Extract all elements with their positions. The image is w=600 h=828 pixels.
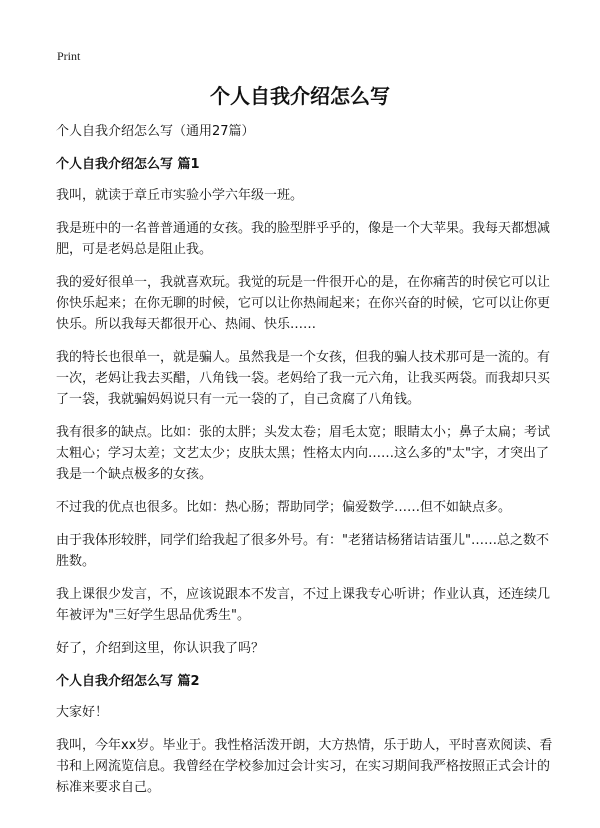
section-heading-1: 个人自我介绍怎么写 篇1 <box>56 157 200 172</box>
paragraph: 好了，介绍到这里，你认识我了吗？ <box>56 641 265 656</box>
document-subtitle: 个人自我介绍怎么写（通用27篇） <box>56 124 255 139</box>
paragraph: 我有很多的缺点。比如：张的太胖；头发太卷；眉毛太宽；眼睛太小；鼻子太扁；考试太粗心；学习太差；文艺太少；皮肤太黑；性格太内向……这么多的"太"字，才突出了我是一个缺点极多的女孩。 <box>56 425 551 482</box>
paragraph: 我上课很少发言，不，应该说跟本不发言，不过上课我专心听讲；作业认真，还连续几年被评为"三好学生思品优秀生"。 <box>56 587 551 623</box>
section-heading-2: 个人自我介绍怎么写 篇2 <box>56 674 200 689</box>
paragraph: 大家好！ <box>56 705 109 720</box>
paragraph: 我叫，就读于章丘市实验小学六年级一班。 <box>56 188 304 203</box>
paragraph: 我的特长也很单一，就是骗人。虽然我是一个女孩，但我的骗人技术那可是一流的。有一次，老妈让我去买醋，八角钱一袋。老妈给了我一元六角，让我买两袋。而我却只买了一袋，我就骗妈妈说只有一元一袋的了，自己贪腐了八角钱。 <box>56 350 551 407</box>
paragraph: 我是班中的一名普普通通的女孩。我的脸型胖乎乎的，像是一个大苹果。我每天都想减肥，可是老妈总是阻止我。 <box>56 221 551 257</box>
document-body <box>56 121 556 810</box>
paragraph: 不过我的优点也很多。比如：热心肠；帮助同学；偏爱数学……但不如缺点多。 <box>56 500 512 515</box>
page-title: 个人自我介绍怎么写 <box>210 84 390 108</box>
paragraph: 我的爱好很单一，我就喜欢玩。我觉的玩是一件很开心的是，在你痛苦的时侯它可以让你快乐起来；在你无聊的时候，它可以让你热闹起来；在你兴奋的时候，它可以让你更快乐。所以我每天都很开心、热闹、快乐…… <box>56 275 551 332</box>
paragraph: 我叫，今年xx岁。毕业于。我性格活泼开朗，大方热情，乐于助人，平时喜欢阅读、看书和上网流览信息。我曾经在学校参加过会计实习，在实习期间我严格按照正式会计的标准来要求自己。 <box>56 738 553 795</box>
paragraph: 由于我体形较胖，同学们给我起了很多外号。有："老猪诘杨猪诘诘蛋儿"……总之数不胜数。 <box>56 533 549 569</box>
print-link[interactable]: Print <box>57 49 81 63</box>
